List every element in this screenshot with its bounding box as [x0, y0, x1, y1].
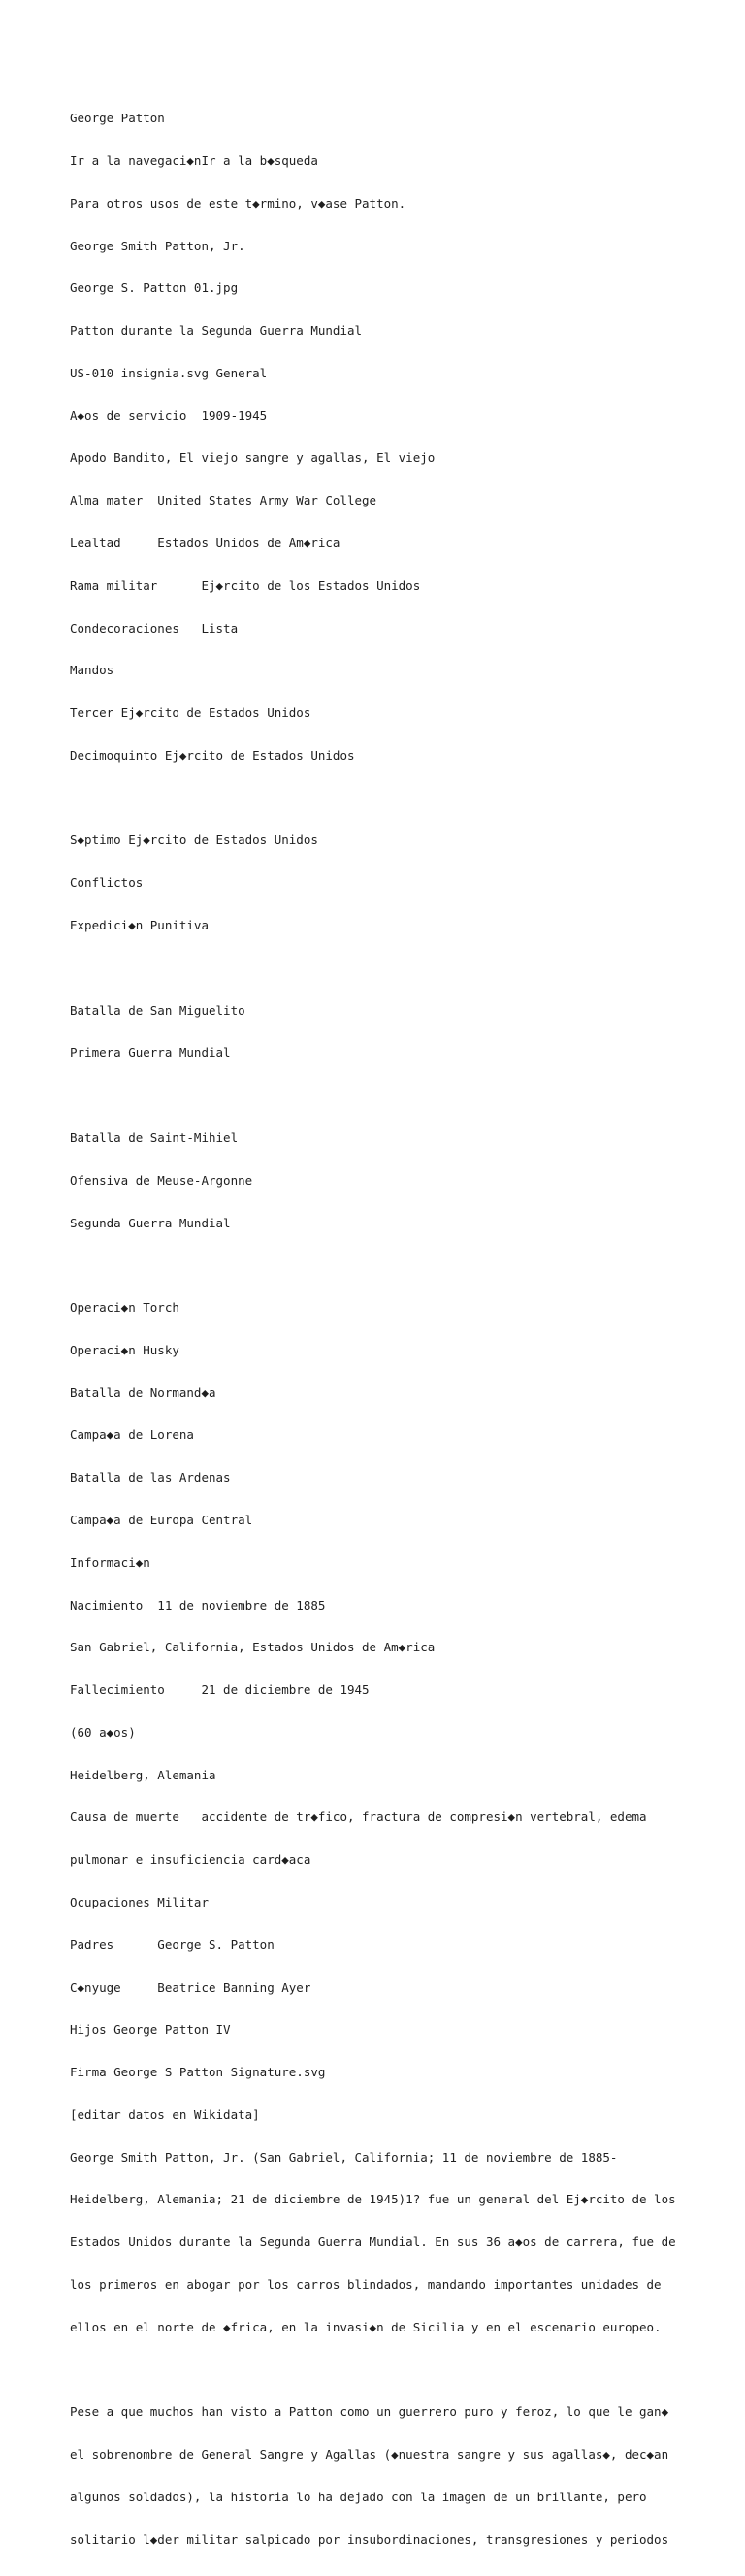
blank-line — [70, 962, 681, 976]
infobox-years-of-service: A◆os de servicio 1909-1945 — [70, 408, 268, 423]
edit-wikidata-link: [editar datos en Wikidata] — [70, 2106, 260, 2122]
infobox-decorations: Condecoraciones Lista — [70, 620, 239, 636]
list-item: Campa◆a de Europa Central — [70, 1512, 253, 1527]
list-item: Campa◆a de Lorena — [70, 1427, 194, 1443]
body-paragraph-line: ellos en el norte de ◆frica, en la invasi◆n de Sicilia y en el escenario europeo. — [70, 2319, 662, 2334]
body-paragraph-line: George Smith Patton, Jr. (San Gabriel, California; 11 de noviembre de 1885- — [70, 2149, 618, 2165]
list-item: S◆ptimo Ej◆rcito de Estados Unidos — [70, 832, 318, 848]
document-text — [70, 83, 681, 2576]
infobox-nickname: Apodo Bandito, El viejo sangre y agallas, El viejo — [70, 450, 436, 466]
infobox-cause-of-death-continued: pulmonar e insuficiencia card◆aca — [70, 1852, 311, 1868]
list-item: Batalla de las Ardenas — [70, 1470, 231, 1485]
infobox-parents: Padres George S. Patton — [70, 1937, 275, 1952]
infobox-death-place: Heidelberg, Alemania — [70, 1767, 216, 1782]
infobox-commands-label: Mandos — [70, 663, 114, 678]
infobox-image-filename: George S. Patton 01.jpg — [70, 280, 239, 296]
infobox-information-label: Informaci◆n — [70, 1554, 150, 1570]
page-title: George Patton — [70, 111, 165, 126]
infobox-cause-of-death: Causa de muerte accidente de tr◆fico, fractura de compresi◆n vertebral, edema — [70, 1810, 647, 1825]
list-item: Ofensiva de Meuse-Argonne — [70, 1172, 253, 1188]
infobox-name: George Smith Patton, Jr. — [70, 238, 245, 253]
blank-line — [70, 792, 681, 806]
list-item: Decimoquinto Ej◆rcito de Estados Unidos — [70, 747, 355, 763]
infobox-death: Fallecimiento 21 de diciembre de 1945 — [70, 1682, 370, 1698]
blank-line — [70, 1089, 681, 1103]
infobox-spouse: C◆nyuge Beatrice Banning Ayer — [70, 1979, 311, 1995]
body-paragraph-line: algunos soldados), la historia lo ha dejado con la imagen de un brillante, pero — [70, 2489, 647, 2504]
body-paragraph-line: Estados Unidos durante la Segunda Guerra Mundial. En sus 36 a◆os de carrera, fue de — [70, 2234, 676, 2250]
list-item: Primera Guerra Mundial — [70, 1045, 231, 1060]
list-item: Operaci◆n Torch — [70, 1300, 179, 1316]
infobox-rank: US-010 insignia.svg General — [70, 365, 268, 380]
infobox-children: Hijos George Patton IV — [70, 2022, 231, 2038]
body-paragraph-line: el sobrenombre de General Sangre y Agallas (◆nuestra sangre y sus agallas◆, dec◆an — [70, 2447, 669, 2462]
infobox-occupation: Ocupaciones Militar — [70, 1895, 209, 1909]
list-item: Batalla de San Miguelito — [70, 1002, 245, 1018]
infobox-age-at-death: (60 a◆os) — [70, 1724, 136, 1740]
infobox-image-caption: Patton durante la Segunda Guerra Mundial — [70, 323, 363, 339]
infobox-signature: Firma George S Patton Signature.svg — [70, 2065, 326, 2080]
list-item: Tercer Ej◆rcito de Estados Unidos — [70, 705, 311, 721]
infobox-branch: Rama militar Ej◆rcito de los Estados Unidos — [70, 577, 421, 593]
body-paragraph-line: Heidelberg, Alemania; 21 de diciembre de 1945)1? fue un general del Ej◆rcito de los — [70, 2192, 676, 2207]
blank-line — [70, 1258, 681, 1273]
disambiguation-note: Para otros usos de este t◆rmino, v◆ase Patton. — [70, 195, 406, 211]
body-paragraph-line: Pese a que muchos han visto a Patton como un guerrero puro y feroz, lo que le gan◆ — [70, 2404, 669, 2420]
list-item: Batalla de Saint-Mihiel — [70, 1129, 239, 1145]
list-item: Operaci◆n Husky — [70, 1342, 179, 1357]
blank-line — [70, 2364, 681, 2378]
infobox-birth: Nacimiento 11 de noviembre de 1885 — [70, 1597, 326, 1613]
navigation-links: Ir a la navegaci◆nIr a la b◆squeda — [70, 152, 318, 168]
infobox-alma-mater: Alma mater United States Army War College — [70, 493, 377, 508]
list-item: Batalla de Normand◆a — [70, 1385, 216, 1400]
body-paragraph-line: los primeros en abogar por los carros blindados, mandando importantes unidades de — [70, 2277, 662, 2293]
infobox-conflicts-label: Conflictos — [70, 875, 144, 891]
infobox-allegiance: Lealtad Estados Unidos de Am◆rica — [70, 536, 340, 550]
infobox-birth-place: San Gabriel, California, Estados Unidos de Am◆rica — [70, 1640, 436, 1655]
list-item: Expedici◆n Punitiva — [70, 918, 209, 933]
body-paragraph-line: solitario l◆der militar salpicado por insubordinaciones, transgresiones y periodos — [70, 2531, 669, 2547]
list-item: Segunda Guerra Mundial — [70, 1215, 231, 1230]
